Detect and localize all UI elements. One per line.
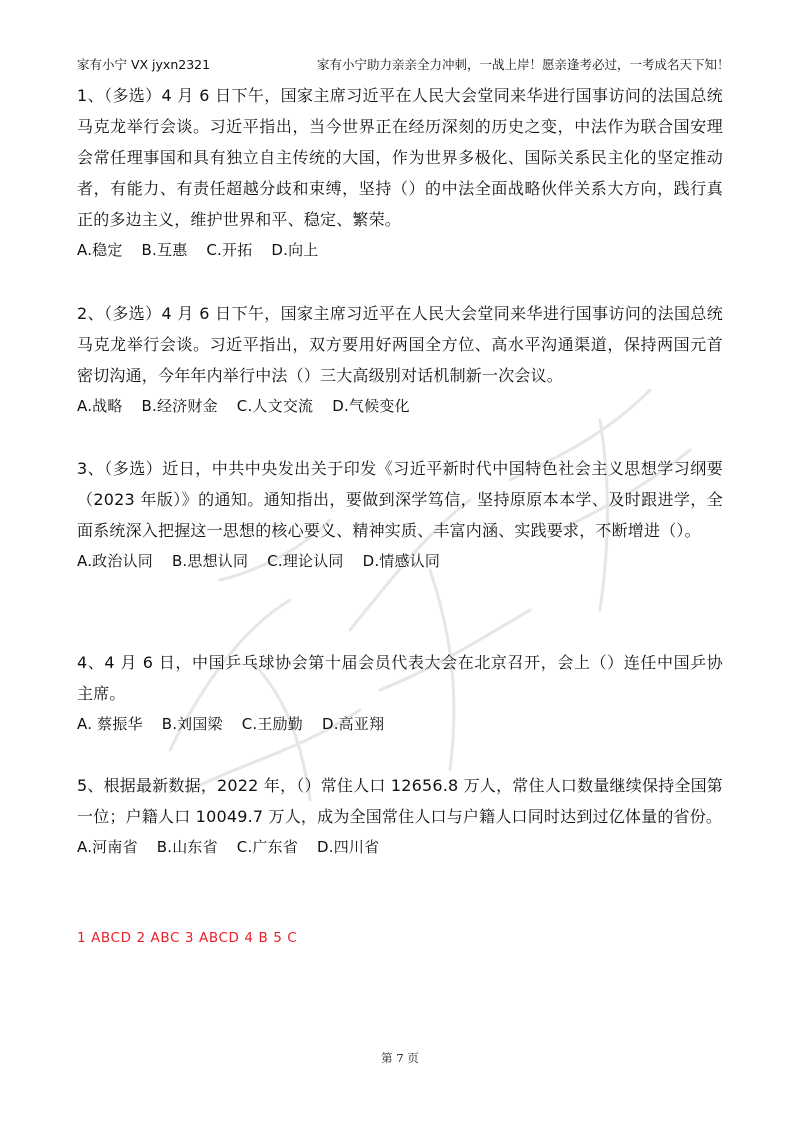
option-a: A.政治认同 (77, 552, 153, 570)
question-4 (77, 647, 723, 740)
answer-key: 1 ABCD 2 ABC 3 ABCD 4 B 5 C (77, 930, 298, 946)
option-a: A.稳定 (77, 241, 123, 259)
option-d: D.气候变化 (332, 397, 410, 415)
option-d: D.情感认同 (362, 552, 441, 570)
page-number: 第 7 页 (381, 1051, 419, 1065)
question-options (77, 709, 723, 740)
option-d: D.高亚翔 (321, 715, 385, 733)
question-text: 5、根据最新数据，2022 年，（）常住人口 12656.8 万人，常住人口数量继续保持全国第一位；户籍人口 10049.7 万人，成为全国常住人口与户籍人口同时达到过亿体量的省份。 (77, 776, 723, 826)
header-right-slogan: 家有小宁助力亲亲全力冲刺，一战上岸！愿亲逢考必过，一考成名天下知！ (317, 57, 730, 72)
question-options (77, 235, 723, 266)
question-text: 2、（多选）4 月 6 日下午，国家主席习近平在人民大会堂同来华进行国事访问的法国总统马克龙举行会谈。习近平指出，双方要用好两国全方位、高水平沟通渠道，保持两国元首密切沟通，今年年内举行中法（）三大高级别对话机制新一次会议。 (77, 304, 723, 385)
question-text: 3、（多选）近日，中共中央发出关于印发《习近平新时代中国特色社会主义思想学习纲要（2023 年版）》的通知。通知指出，要做到深学笃信，坚持原原本本学、及时跟进学，全面系统深入把握这一思想的核心要义、精神实质、丰富内涵、实践要求，不断增进（）。 (77, 459, 723, 540)
option-b: B.经济财金 (141, 397, 218, 415)
option-d: D.四川省 (317, 838, 380, 856)
option-b: B.互惠 (141, 241, 188, 259)
option-c: C.人文交流 (236, 397, 314, 415)
option-d: D.向上 (271, 241, 319, 259)
option-a: A.河南省 (77, 838, 138, 856)
option-a: A.战略 (77, 397, 123, 415)
option-c: C.王励勤 (241, 715, 303, 733)
option-a: A. 蔡振华 (77, 715, 143, 733)
question-1 (77, 80, 723, 266)
option-b: B.思想认同 (171, 552, 249, 570)
question-options (77, 832, 723, 863)
question-text: 4、4 月 6 日，中国乒乓球协会第十届会员代表大会在北京召开，会上（）连任中国乒协主席。 (77, 653, 723, 703)
option-b: B.刘国梁 (161, 715, 223, 733)
question-3 (77, 453, 723, 577)
option-b: B.山东省 (156, 838, 218, 856)
question-options (77, 546, 723, 577)
question-2 (77, 298, 723, 422)
question-options (77, 391, 723, 422)
option-c: C.开拓 (206, 241, 253, 259)
header-left-text: 家有小宁 VX jyxn2321 (77, 57, 211, 72)
question-text: 1、（多选）4 月 6 日下午，国家主席习近平在人民大会堂同来华进行国事访问的法国总统马克龙举行会谈。习近平指出，当今世界正在经历深刻的历史之变，中法作为联合国安理会常任理事国和具有独立自主传统的大国，作为世界多极化、国际关系民主化的坚定推动者，有能力、有责任超越分歧和束缚，坚持（）的中法全面战略伙伴关系大方向，践行真正的多边主义，维护世界和平、稳定、繁荣。 (77, 86, 723, 229)
option-c: C.广东省 (236, 838, 299, 856)
option-c: C.理论认同 (267, 552, 344, 570)
question-5 (77, 770, 723, 863)
